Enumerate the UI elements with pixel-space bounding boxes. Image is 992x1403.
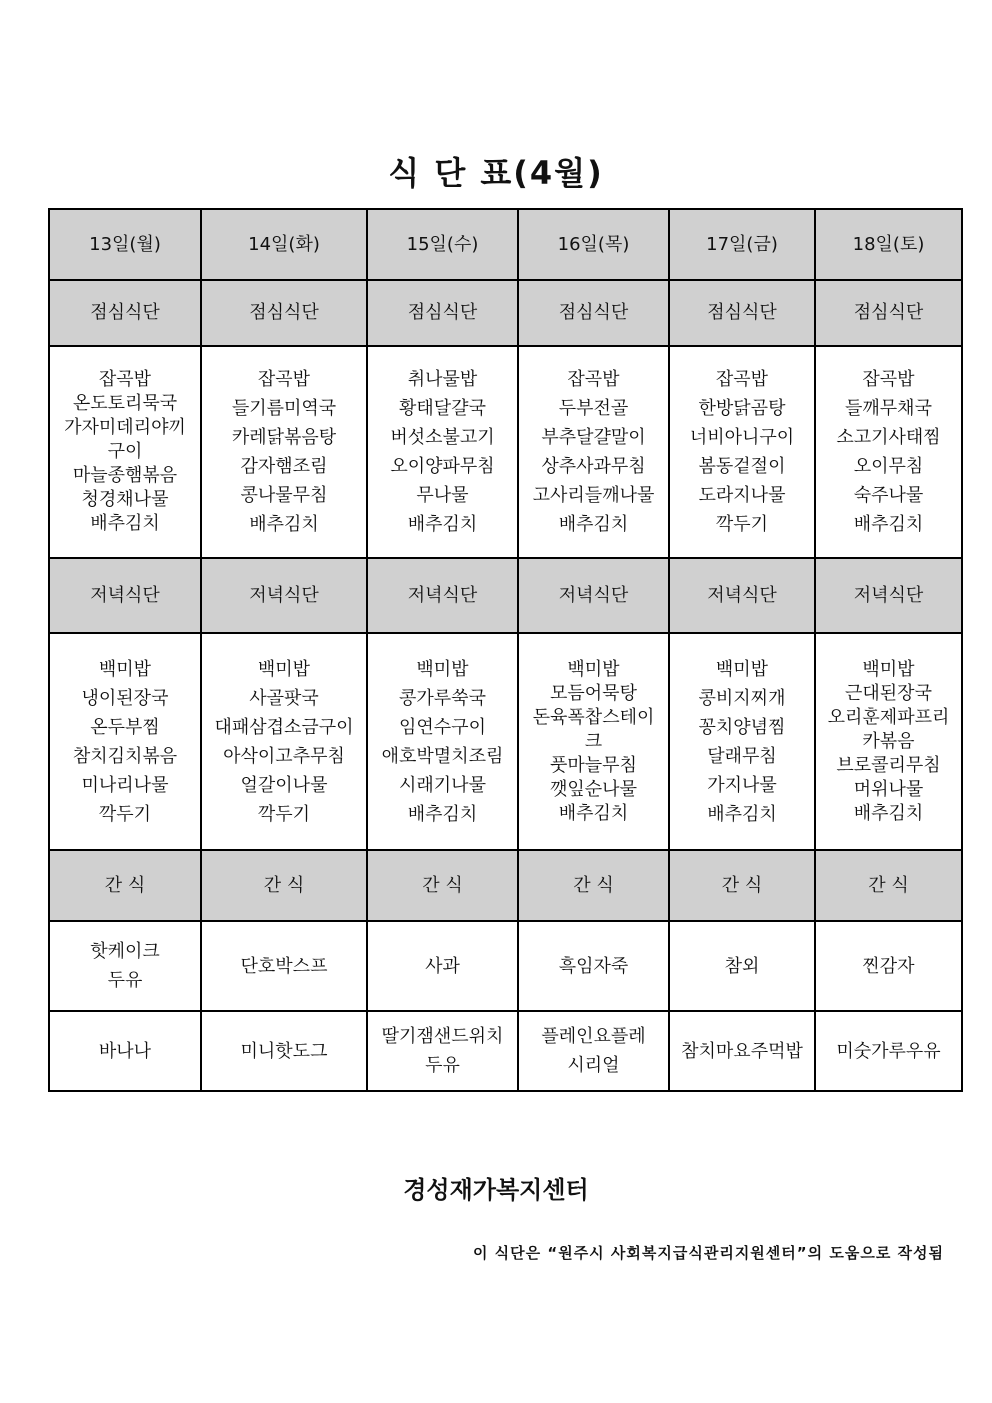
menu-item: 봄동겉절이: [698, 456, 786, 477]
menu-item: 고사리들깨나물: [532, 485, 655, 506]
menu-item: 백미밥: [862, 658, 915, 680]
snack-label: 간 식: [49, 850, 201, 921]
day-header: 16일(목): [518, 209, 669, 280]
snack-label: 간 식: [367, 850, 518, 921]
menu-item: 카레닭볶음탕: [231, 427, 337, 448]
menu-item: 감자햄조림: [240, 456, 328, 477]
menu-item: 깍두기: [715, 514, 769, 535]
menu-item: 콩가루쑥국: [399, 687, 486, 709]
menu-item: 배추김치: [90, 513, 160, 534]
menu-item: 취나물밥: [407, 369, 478, 390]
snack1-cell: [815, 921, 962, 1011]
menu-item: 부추달걀말이: [541, 427, 646, 448]
menu-item: 배추김치: [853, 514, 924, 535]
menu-item: 오이무침: [853, 456, 924, 477]
dinner-cell: [518, 633, 669, 850]
snack2-cell: [518, 1011, 669, 1091]
snack1-row: [49, 921, 962, 1011]
menu-item: 구이: [107, 441, 143, 462]
menu-item: 한방닭곰탕: [698, 398, 786, 419]
menu-item: 도라지나물: [698, 485, 786, 506]
day-header: 18일(토): [815, 209, 962, 280]
menu-item: 배추김치: [707, 803, 777, 825]
menu-item: 참외: [724, 955, 760, 977]
menu-item: 잡곡밥: [98, 369, 152, 390]
menu-item: 콩나물무침: [240, 485, 328, 506]
menu-item: 마늘종햄볶음: [72, 465, 178, 486]
menu-item: 임연수구이: [399, 716, 486, 738]
footer-note: 이 식단은 “원주시 사회복지급식관리지원센터”의 도움으로 작성됨: [472, 1244, 944, 1262]
menu-item: 달래무침: [707, 745, 777, 767]
menu-item: 깻잎순나물: [550, 778, 637, 800]
lunch-row: [49, 346, 962, 558]
lunch-label: 점심식단: [518, 280, 669, 346]
lunch-cell: [815, 346, 962, 558]
day-header: 17일(금): [669, 209, 815, 280]
lunch-label: 점심식단: [49, 280, 201, 346]
menu-item: 온두부찜: [90, 716, 160, 738]
dinner-label: 저녁식단: [201, 558, 367, 633]
menu-item: 배추김치: [853, 802, 924, 824]
menu-item: 돈육폭찹스테이: [532, 706, 655, 728]
menu-item: 온도토리묵국: [72, 393, 178, 414]
days-row: [49, 209, 962, 280]
dinner-cell: [669, 633, 815, 850]
lunch-label-row: [49, 280, 962, 346]
menu-item: 가자미데리야끼: [64, 417, 186, 438]
menu-item: 찐감자: [862, 955, 915, 977]
menu-item: 백미밥: [257, 658, 311, 680]
menu-item: 미숫가루우유: [836, 1040, 941, 1062]
snack2-cell: [49, 1011, 201, 1091]
menu-item: 무나물: [416, 485, 469, 506]
dinner-row: [49, 633, 962, 850]
day-header: 14일(화): [201, 209, 367, 280]
menu-item: 배추김치: [558, 802, 629, 824]
snack-label: 간 식: [518, 850, 669, 921]
menu-item: 바나나: [98, 1040, 152, 1062]
menu-item: 가지나물: [707, 774, 777, 796]
menu-item: 단호박스프: [240, 955, 328, 977]
menu-item: 배추김치: [407, 803, 478, 825]
lunch-label: 점심식단: [669, 280, 815, 346]
menu-item: 잡곡밥: [567, 369, 620, 390]
dinner-label: 저녁식단: [815, 558, 962, 633]
snack2-cell: [201, 1011, 367, 1091]
menu-item: 잡곡밥: [862, 369, 915, 390]
dinner-cell: [49, 633, 201, 850]
lunch-label: 점심식단: [367, 280, 518, 346]
menu-item: 콩비지찌개: [698, 687, 786, 709]
menu-item: 핫케이크: [90, 941, 160, 962]
menu-item: 얼갈이나물: [240, 774, 328, 796]
menu-item: 배추김치: [558, 514, 629, 535]
menu-item: 잡곡밥: [715, 369, 769, 390]
menu-table: [48, 208, 963, 1092]
snack2-cell: [367, 1011, 518, 1091]
menu-item: 사골팟국: [249, 687, 319, 709]
lunch-cell: [49, 346, 201, 558]
menu-item: 꽁치양념찜: [698, 716, 786, 738]
menu-item: 머위나물: [853, 778, 924, 800]
lunch-cell: [669, 346, 815, 558]
menu-item: 오이양파무침: [390, 456, 495, 477]
dinner-label-row: [49, 558, 962, 633]
menu-item: 백미밥: [715, 658, 769, 680]
lunch-label: 점심식단: [815, 280, 962, 346]
menu-item: 잡곡밥: [257, 369, 311, 390]
menu-item: 백미밥: [416, 658, 469, 680]
menu-item: 배추김치: [249, 514, 319, 535]
snack1-cell: [518, 921, 669, 1011]
snack-label-row: [49, 850, 962, 921]
dinner-label: 저녁식단: [518, 558, 669, 633]
page-title: 식 단 표(4월): [388, 154, 604, 192]
snack2-cell: [815, 1011, 962, 1091]
lunch-cell: [367, 346, 518, 558]
snack2-row: [49, 1011, 962, 1091]
menu-item: 너비아니구이: [689, 427, 795, 448]
dinner-cell: [367, 633, 518, 850]
menu-item: 애호박멸치조림: [381, 745, 504, 767]
lunch-cell: [518, 346, 669, 558]
menu-item: 대패삼겹소금구이: [214, 716, 354, 738]
menu-item: 크: [584, 730, 603, 752]
menu-item: 사과: [425, 955, 460, 977]
menu-item: 참치마요주먹밥: [681, 1040, 803, 1062]
snack1-cell: [669, 921, 815, 1011]
day-header: 13일(월): [49, 209, 201, 280]
menu-item: 버섯소불고기: [390, 427, 495, 448]
menu-item: 배추김치: [407, 514, 478, 535]
menu-item: 플레인요플레: [541, 1026, 646, 1047]
menu-item: 카볶음: [862, 730, 915, 752]
menu-item: 시리얼: [567, 1055, 620, 1076]
menu-item: 미나리나물: [81, 774, 169, 796]
menu-item: 백미밥: [567, 658, 620, 680]
menu-item: 딸기잼샌드위치: [381, 1026, 504, 1047]
menu-item: 백미밥: [98, 658, 152, 680]
snack-label: 간 식: [669, 850, 815, 921]
snack-label: 간 식: [201, 850, 367, 921]
menu-item: 모듬어묵탕: [550, 682, 637, 704]
menu-item: 깍두기: [98, 803, 152, 825]
menu-item: 오리훈제파프리: [827, 706, 950, 728]
menu-item: 근대된장국: [845, 682, 932, 704]
snack1-cell: [201, 921, 367, 1011]
menu-item: 황태달걀국: [399, 398, 486, 419]
menu-item: 두유: [107, 970, 143, 991]
menu-item: 소고기사태찜: [836, 427, 941, 448]
menu-item: 숙주나물: [853, 485, 924, 506]
menu-item: 깍두기: [257, 803, 311, 825]
lunch-cell: [201, 346, 367, 558]
menu-item: 풋마늘무침: [550, 754, 637, 776]
menu-item: 브로콜리무침: [836, 754, 941, 776]
menu-item: 청경채나물: [81, 489, 169, 510]
snack-label: 간 식: [815, 850, 962, 921]
menu-item: 들기름미역국: [231, 398, 337, 419]
menu-item: 흑임자죽: [558, 955, 629, 977]
dinner-cell: [201, 633, 367, 850]
menu-item: 시래기나물: [399, 774, 486, 796]
menu-item: 냉이된장국: [81, 687, 169, 709]
snack1-cell: [367, 921, 518, 1011]
menu-item: 미니핫도그: [240, 1040, 328, 1062]
menu-item: 들깨무채국: [845, 398, 932, 419]
snack2-cell: [669, 1011, 815, 1091]
menu-item: 참치김치볶음: [72, 745, 178, 767]
menu-item: 아삭이고추무침: [223, 745, 345, 767]
lunch-label: 점심식단: [201, 280, 367, 346]
menu-item: 상추사과무침: [541, 456, 646, 477]
center-name: 경성재가복지센터: [403, 1176, 589, 1204]
dinner-label: 저녁식단: [367, 558, 518, 633]
dinner-cell: [815, 633, 962, 850]
day-header: 15일(수): [367, 209, 518, 280]
snack1-cell: [49, 921, 201, 1011]
menu-item: 두유: [425, 1055, 460, 1076]
dinner-label: 저녁식단: [669, 558, 815, 633]
menu-item: 두부전골: [558, 398, 629, 419]
dinner-label: 저녁식단: [49, 558, 201, 633]
